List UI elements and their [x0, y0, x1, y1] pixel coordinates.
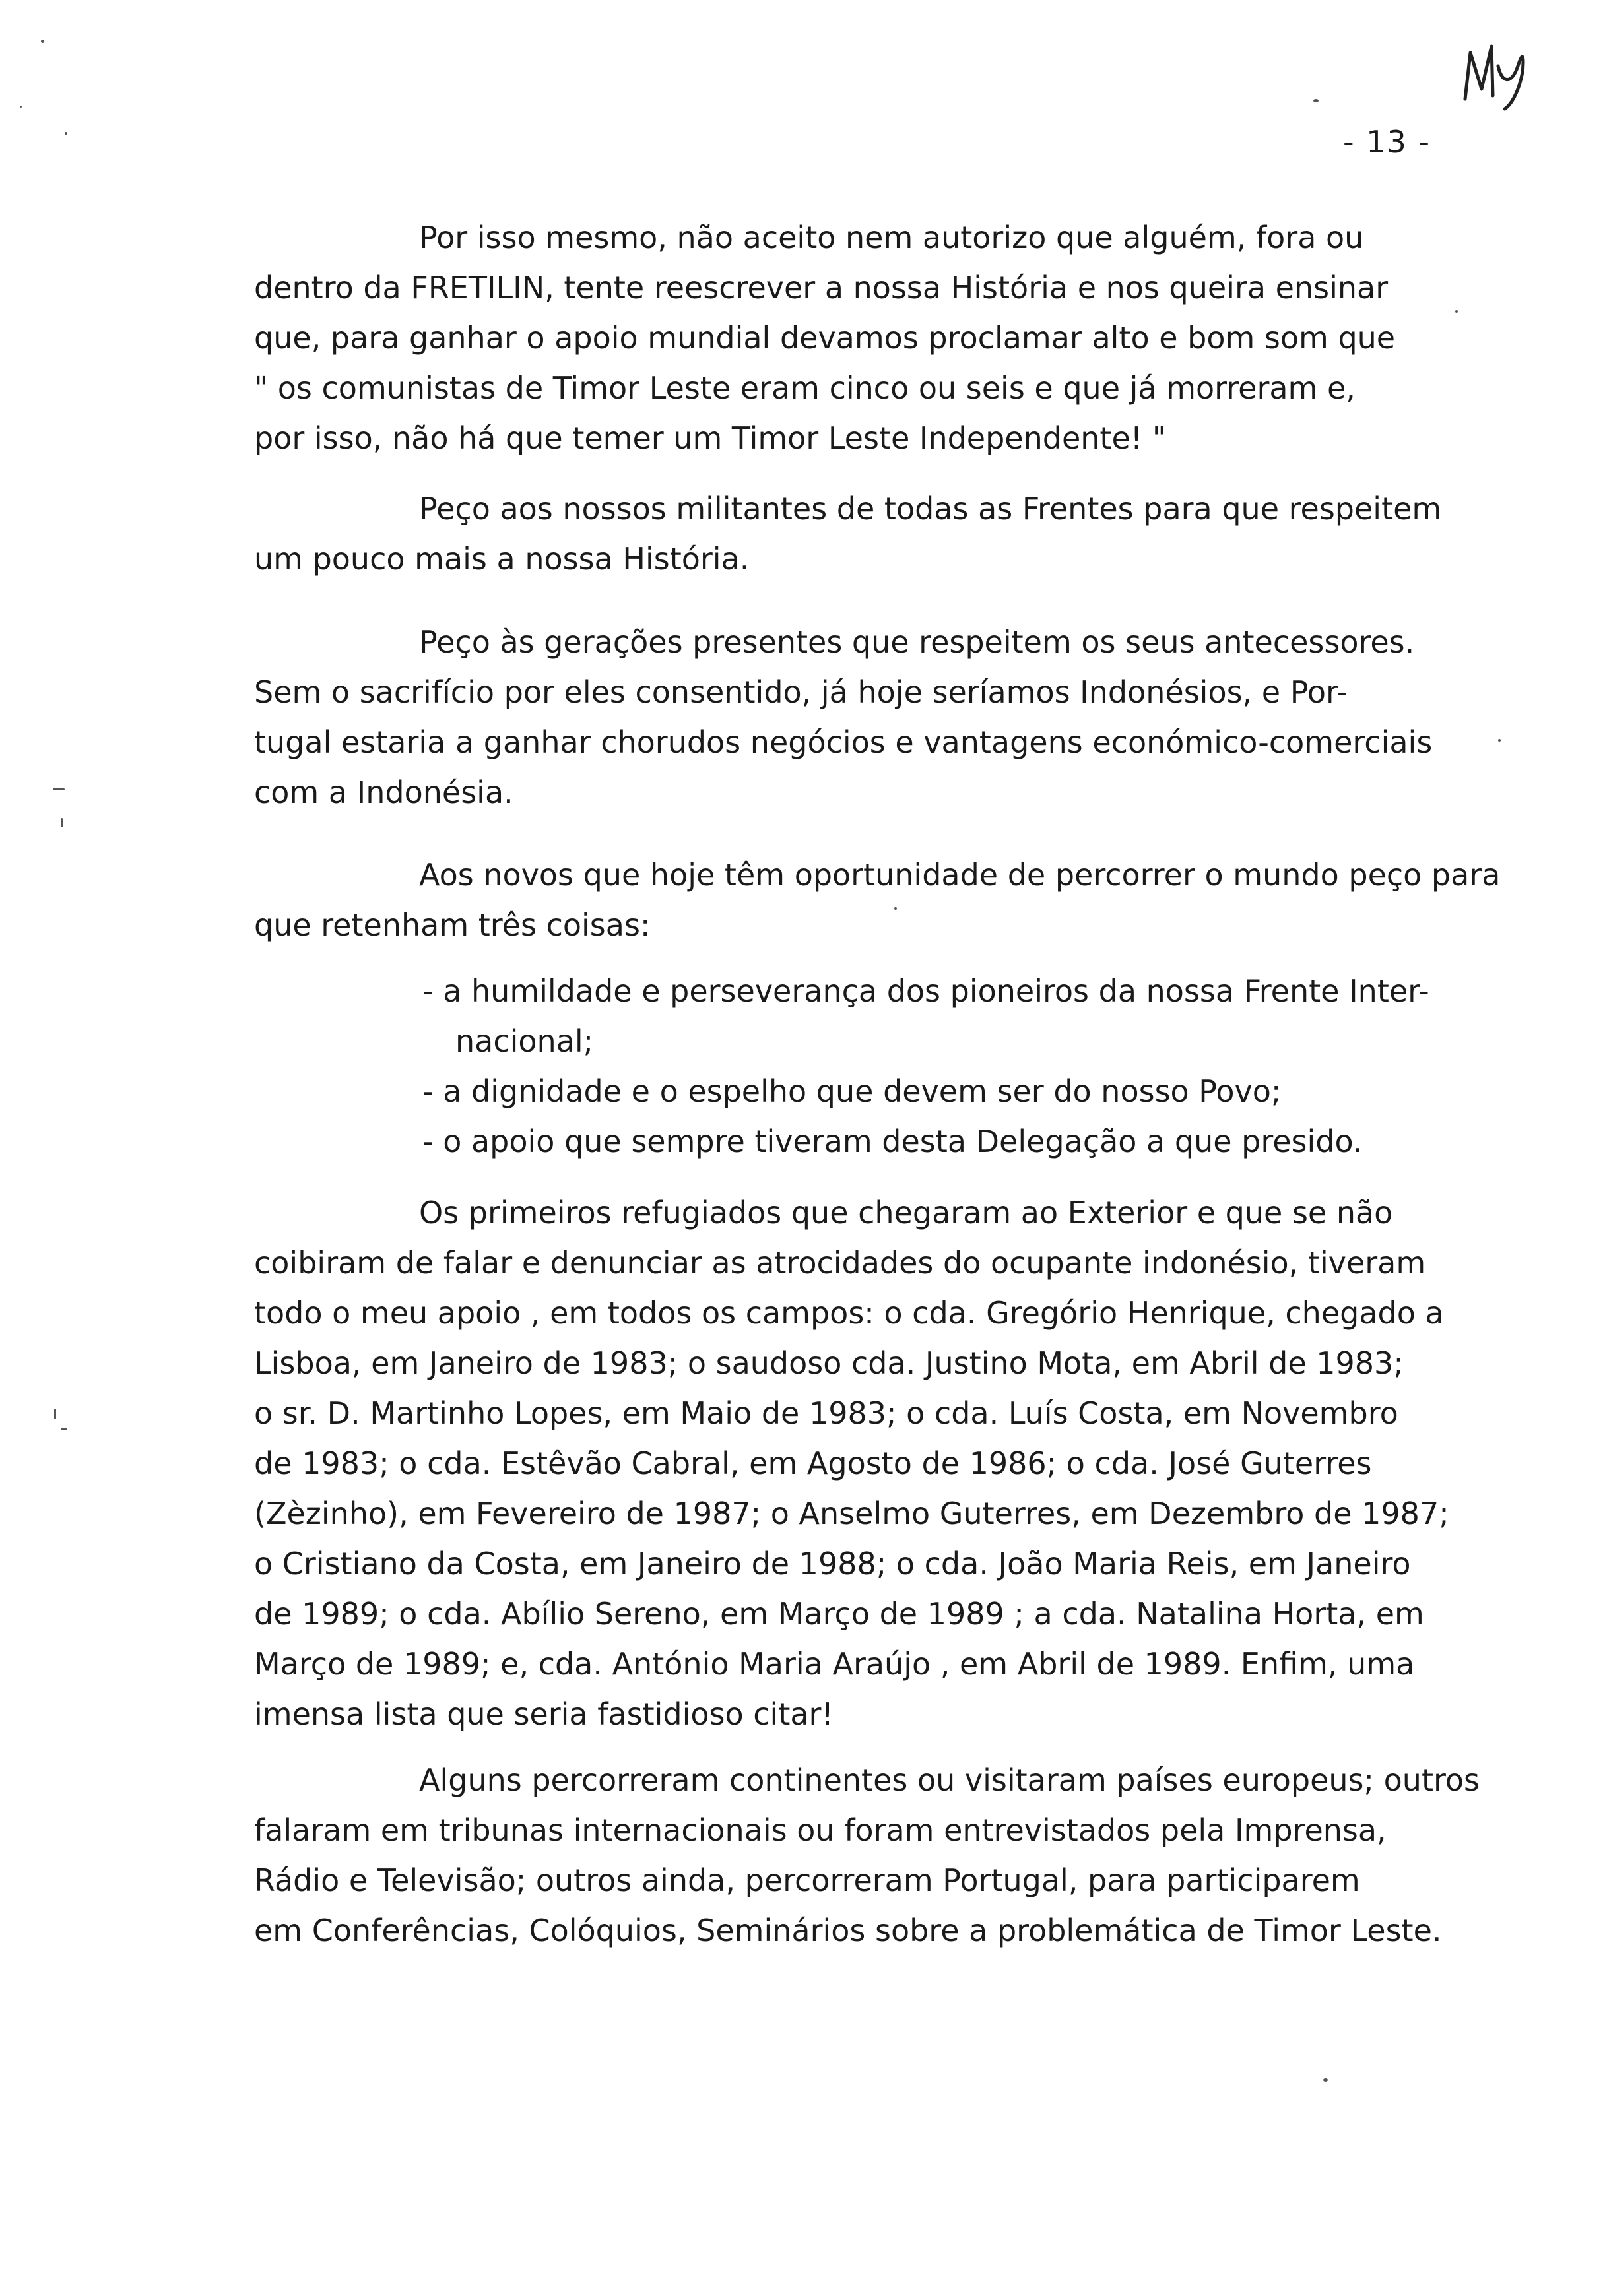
text-line: Aos novos que hoje têm oportunidade de percorrer o mundo peço para [419, 857, 1501, 893]
paragraph-1 [254, 212, 1541, 463]
text-line: dentro da FRETILIN, tente reescrever a nossa História e nos queira ensinar [254, 270, 1389, 305]
text-line: Rádio e Televisão; outros ainda, percorreram Portugal, para participarem [254, 1863, 1360, 1898]
text-line: falaram em tribunas internacionais ou foram entrevistados pela Imprensa, [254, 1812, 1387, 1848]
paragraph-3 [254, 617, 1541, 817]
paragraph-6 [254, 1755, 1541, 1956]
scan-speck [1323, 2078, 1328, 2082]
scan-mark [54, 1409, 56, 1419]
scan-mark [61, 818, 63, 827]
text-line: Sem o sacrifício por eles consentido, já hoje seríamos Indonésios, e Por- [254, 674, 1348, 710]
text-line: Os primeiros refugiados que chegaram ao Exterior e que se não [419, 1195, 1393, 1230]
scan-speck [894, 907, 897, 910]
text-line: Lisboa, em Janeiro de 1983; o saudoso cda. Justino Mota, em Abril de 1983; [254, 1345, 1404, 1381]
paragraph-4 [254, 850, 1541, 950]
text-line: todo o meu apoio , em todos os campos: o cda. Gregório Henrique, chegado a [254, 1295, 1444, 1331]
text-line: Por isso mesmo, não aceito nem autorizo que alguém, fora ou [419, 220, 1364, 255]
text-line: Março de 1989; e, cda. António Maria Araújo , em Abril de 1989. Enfim, uma [254, 1646, 1415, 1682]
text-line: que, para ganhar o apoio mundial devamos proclamar alto e bom som que [254, 320, 1396, 356]
text-line: de 1983; o cda. Estêvão Cabral, em Agosto de 1986; o cda. José Guterres [254, 1446, 1372, 1481]
bullet-list [422, 966, 1544, 1166]
page-number: - 13 - [1343, 124, 1431, 160]
scan-speck [1498, 739, 1501, 742]
text-line: Peço às gerações presentes que respeitem os seus antecessores. [419, 624, 1415, 660]
scan-speck [1313, 99, 1319, 102]
scan-speck [20, 106, 22, 108]
text-line: - o apoio que sempre tiveram desta Delegação a que presido. [422, 1124, 1363, 1159]
text-line: Peço aos nossos militantes de todas as Frentes para que respeitem [419, 491, 1442, 526]
text-line: tugal estaria a ganhar chorudos negócios e vantagens económico-comerciais [254, 724, 1433, 760]
text-line: Alguns percorreram continentes ou visitaram países europeus; outros [419, 1762, 1480, 1798]
handwritten-initials [1452, 26, 1544, 112]
text-line: imensa lista que seria fastidioso citar! [254, 1696, 834, 1732]
text-line: o sr. D. Martinho Lopes, em Maio de 1983; o cda. Luís Costa, em Novembro [254, 1395, 1398, 1431]
text-line: nacional; [455, 1023, 594, 1059]
text-line: com a Indonésia. [254, 775, 513, 810]
scan-mark [61, 1428, 67, 1430]
list-item [422, 966, 1544, 1016]
text-line: por isso, não há que temer um Timor Leste Independente! " [254, 420, 1166, 456]
text-line: de 1989; o cda. Abílio Sereno, em Março de 1989 ; a cda. Natalina Horta, em [254, 1596, 1424, 1632]
scan-speck [41, 40, 44, 43]
scan-speck [1455, 310, 1458, 313]
list-item-continuation [422, 1016, 1544, 1066]
text-line: " os comunistas de Timor Leste eram cinco ou seis e que já morreram e, [254, 370, 1356, 406]
paragraph-2 [254, 484, 1541, 584]
text-line: que retenham três coisas: [254, 907, 651, 943]
text-line: em Conferências, Colóquios, Seminários sobre a problemática de Timor Leste. [254, 1913, 1442, 1948]
text-line: o Cristiano da Costa, em Janeiro de 1988; o cda. João Maria Reis, em Janeiro [254, 1546, 1411, 1581]
text-line: - a humildade e perseverança dos pioneiros da nossa Frente Inter- [422, 973, 1429, 1009]
scan-speck [65, 132, 67, 135]
text-line: (Zèzinho), em Fevereiro de 1987; o Anselmo Guterres, em Dezembro de 1987; [254, 1496, 1449, 1531]
paragraph-5 [254, 1188, 1541, 1739]
text-line: um pouco mais a nossa História. [254, 541, 750, 577]
list-item [422, 1066, 1544, 1116]
list-item [422, 1116, 1544, 1166]
text-line: - a dignidade e o espelho que devem ser do nosso Povo; [422, 1073, 1282, 1109]
text-line: coibiram de falar e denunciar as atrocidades do ocupante indonésio, tiveram [254, 1245, 1426, 1281]
scan-mark [53, 788, 65, 790]
